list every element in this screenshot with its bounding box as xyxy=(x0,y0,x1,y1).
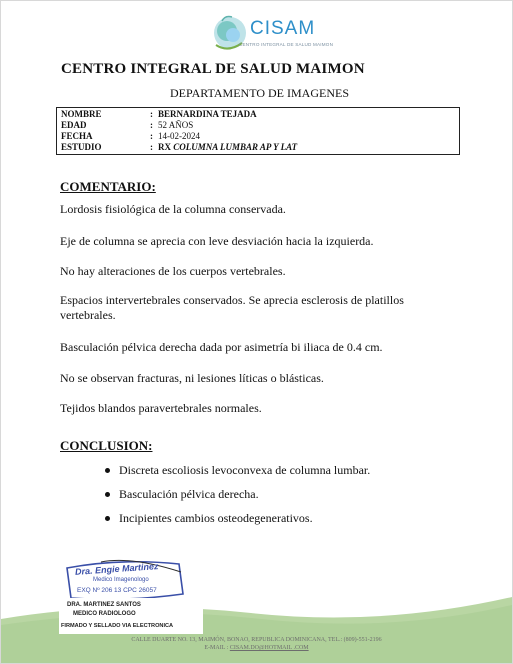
footer-email-link[interactable]: CISAM.DO@HOTMAIL .COM xyxy=(229,645,309,651)
clinic-logo xyxy=(206,13,334,57)
bullet-icon xyxy=(105,516,110,521)
comentario-heading: COMENTARIO: xyxy=(60,179,156,194)
info-label: ESTUDIO xyxy=(61,142,102,152)
info-value: 52 AÑOS xyxy=(158,120,194,130)
info-label: FECHA xyxy=(61,131,93,141)
bullet-icon xyxy=(105,468,110,473)
patient-info-box xyxy=(56,107,460,155)
footer-email-line xyxy=(1,645,512,651)
info-separator: : xyxy=(150,131,153,141)
signature-note: FIRMADO Y SELLADO VIA ELECTRONICA xyxy=(61,623,174,629)
bullet-icon xyxy=(105,492,110,497)
info-label: NOMBRE xyxy=(61,109,102,119)
doctor-stamp xyxy=(61,554,191,604)
study-prefix: RX xyxy=(158,142,171,152)
comentario-paragraph: No se observan fracturas, ni lesiones líticas o blásticas. xyxy=(60,371,324,385)
comentario-paragraph: No hay alteraciones de los cuerpos vertebrales. xyxy=(60,264,286,278)
info-value: 14-02-2024 xyxy=(158,131,200,141)
signature-block xyxy=(59,598,203,634)
signer-title: MEDICO RADIOLOGO xyxy=(73,611,136,617)
info-value xyxy=(158,142,297,153)
conclusion-list xyxy=(105,463,370,535)
logo-tagline: CENTRO INTEGRAL DE SALUD MAIMON xyxy=(239,42,334,47)
department-title: DEPARTAMENTO DE IMAGENES xyxy=(170,86,349,100)
stamp-title: Medico Imagenologo xyxy=(93,577,149,583)
logo-wordmark: CISAM xyxy=(250,18,316,39)
info-separator: : xyxy=(150,142,153,152)
info-separator: : xyxy=(150,120,153,130)
info-separator: : xyxy=(150,109,153,119)
comentario-paragraph: Basculación pélvica derecha dada por asimetría bi iliaca de 0.4 cm. xyxy=(60,340,383,354)
stamp-exq: EXQ Nº 206 13 CPC 26057 xyxy=(77,587,157,594)
comentario-paragraph: Tejidos blandos paravertebrales normales. xyxy=(60,401,262,415)
list-item: Incipientes cambios osteodegenerativos. xyxy=(105,511,370,535)
study-name: COLUMNA LUMBAR AP Y LAT xyxy=(173,142,298,152)
info-value: BERNARDINA TEJADA xyxy=(158,109,257,119)
comentario-paragraph: Espacios intervertebrales conservados. Se aprecia esclerosis de platillos vertebrales. xyxy=(60,293,404,322)
info-label: EDAD xyxy=(61,120,87,130)
comentario-paragraph: Lordosis fisiológica de la columna conservada. xyxy=(60,202,286,216)
stamp-name: Dra. Engie Martinez xyxy=(74,561,159,577)
comentario-paragraph: Eje de columna se aprecia con leve desviación hacia la izquierda. xyxy=(60,234,374,248)
signer-name: DRA. MARTINEZ SANTOS xyxy=(67,602,141,608)
logo-emblem-icon xyxy=(206,13,252,57)
list-item: Basculación pélvica derecha. xyxy=(105,487,370,511)
footer-address: CALLE DUARTE NO. 13, MAIMÓN, BONAO, REPUBLICA DOMINICANA, TEL.: (809)-551-2196 xyxy=(131,637,382,643)
list-item: Discreta escoliosis levoconvexa de columna lumbar. xyxy=(105,463,370,487)
conclusion-heading: CONCLUSION: xyxy=(60,438,153,453)
footer-email-label: E-MAIL : xyxy=(204,645,229,651)
clinic-title: CENTRO INTEGRAL DE SALUD MAIMON xyxy=(61,61,365,77)
